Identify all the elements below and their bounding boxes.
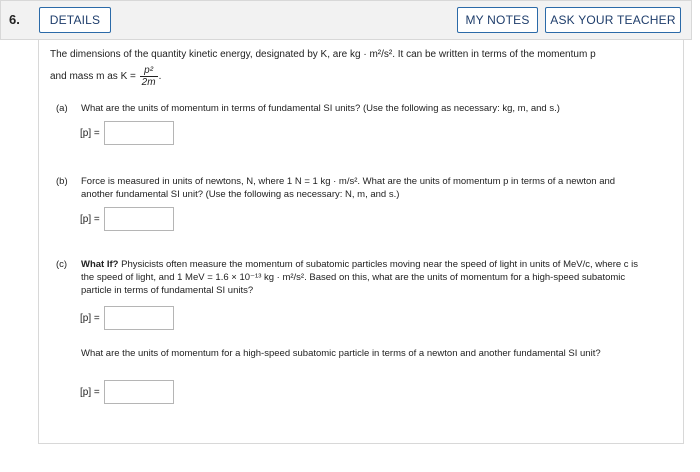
part-b-label: (b): [56, 176, 68, 187]
details-button[interactable]: DETAILS: [39, 7, 111, 33]
what-if-heading: What If?: [81, 259, 119, 270]
part-c-followup-answer-row: [80, 380, 174, 404]
part-c-answer-input[interactable]: [104, 306, 174, 330]
part-c-answer-row: [80, 306, 174, 330]
part-b-answer-label: [p] =: [80, 213, 100, 225]
part-c-label: (c): [56, 259, 68, 270]
part-c-answer-label: [p] =: [80, 312, 100, 324]
part-b-answer-input[interactable]: [104, 207, 174, 231]
kinetic-energy-fraction: [140, 65, 158, 88]
part-b-question: Force is measured in units of newtons, N, where 1 N = 1 kg · m/s². What are the units of momentum p in terms of a newton and another fundamental SI unit? (Use the following as necessary: N, m, and s.): [81, 176, 616, 200]
part-a-answer-input[interactable]: [104, 121, 174, 145]
part-a-label: (a): [56, 103, 68, 114]
part-c-question: [81, 258, 641, 297]
fraction-denominator: 2m: [141, 77, 156, 88]
part-c-followup-answer-label: [p] =: [80, 386, 100, 398]
question-number: 6.: [9, 12, 20, 27]
intro-line-2-prefix: and mass m as K =: [50, 71, 139, 83]
question-header: [0, 0, 692, 40]
question-intro: [50, 48, 670, 88]
ask-your-teacher-button[interactable]: ASK YOUR TEACHER: [545, 7, 681, 33]
intro-line-1: The dimensions of the quantity kinetic energy, designated by K, are kg · m²/s². It can be written in terms of the momentum p: [50, 49, 596, 60]
part-c-question-text: Physicists often measure the momentum of subatomic particles moving near the speed of light in units of MeV/c, where c is the speed of light, and 1 MeV = 1.6 × 10⁻¹³ kg · m²/s². Based on this, what are the units of momentum for a high-speed subatomic particle in terms of fundamental SI units?: [81, 259, 639, 296]
part-c-followup-answer-input[interactable]: [104, 380, 174, 404]
part-c-followup-question: What are the units of momentum for a high-speed subatomic particle in terms of a newton and another fundamental SI unit?: [81, 348, 601, 359]
part-c-followup: [81, 347, 656, 360]
part-a-question: What are the units of momentum in terms of fundamental SI units? (Use the following as necessary: kg, m, and s.): [81, 103, 560, 114]
intro-line-2-suffix: .: [158, 71, 162, 83]
my-notes-button[interactable]: MY NOTES: [457, 7, 538, 33]
part-a-answer-row: [80, 121, 174, 145]
part-a-answer-label: [p] =: [80, 127, 100, 139]
intro-line-2: [50, 65, 670, 88]
part-b-answer-row: [80, 207, 174, 231]
fraction-numerator: p²: [140, 65, 158, 77]
